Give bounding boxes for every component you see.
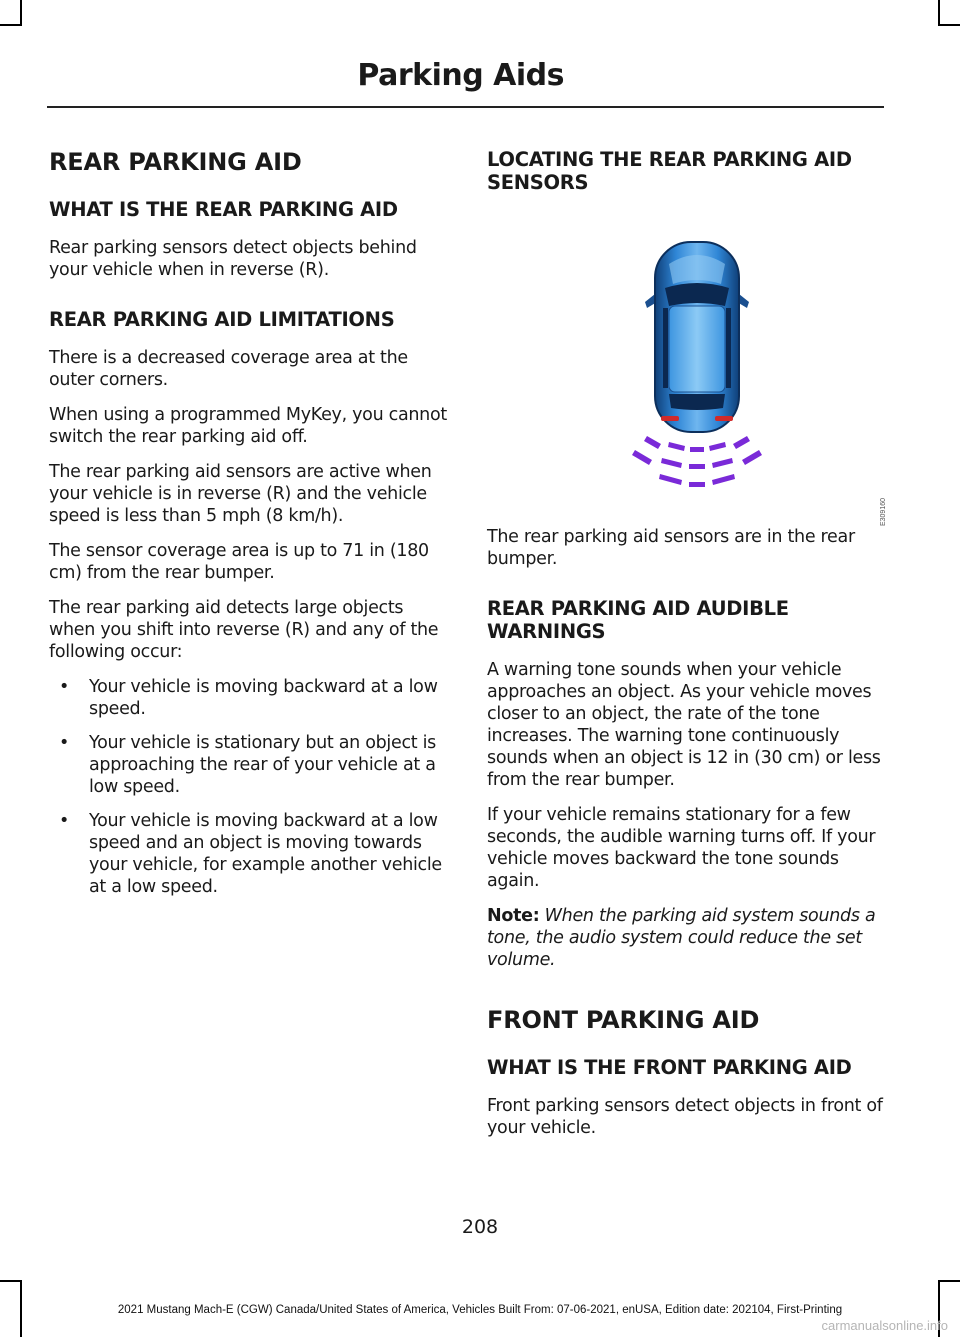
right-column xyxy=(487,148,887,1152)
windshield xyxy=(665,283,729,306)
paragraph-front-what-is: Front parking sensors detect objects in front of your vehicle. xyxy=(487,1096,883,1138)
note-label: Note: xyxy=(487,906,540,926)
roof xyxy=(669,306,725,392)
left-column xyxy=(49,148,449,910)
right-windows xyxy=(726,308,731,388)
left-windows xyxy=(663,308,668,388)
section-heading-rear-parking-aid: REAR PARKING AID xyxy=(49,148,302,176)
subheading-limitations: REAR PARKING AID LIMITATIONS xyxy=(49,308,395,331)
note-text: When the parking aid system sounds a tone, the audio system could reduce the set volume. xyxy=(487,906,876,970)
rear-window xyxy=(669,394,725,410)
sensor-waves xyxy=(632,436,762,487)
paragraph-audible-2: If your vehicle remains stationary for a few seconds, the audible warning turns off. If your vehicle moves backward the tone sounds again. xyxy=(487,805,876,891)
limitations-bullet-list xyxy=(49,676,449,898)
subheading-what-is-rear-parking-aid: WHAT IS THE REAR PARKING AID xyxy=(49,198,398,221)
left-tail-light xyxy=(661,416,679,421)
paragraph-limitation-4: The sensor coverage area is up to 71 in (180 cm) from the rear bumper. xyxy=(49,541,429,583)
crop-mark-top-right-v xyxy=(938,0,940,26)
footer-edition-info: 2021 Mustang Mach-E (CGW) Canada/United States of America, Vehicles Built From: 07-06-2021, enUSA, Edition date: 202104, First-Printing xyxy=(117,1304,843,1316)
note-paragraph xyxy=(487,905,887,971)
subheading-locating-sensors: LOCATING THE REAR PARKING AID SENSORS xyxy=(487,148,852,194)
paragraph-limitation-2: When using a programmed MyKey, you cannot switch the rear parking aid off. xyxy=(49,405,447,447)
page-header-title: Parking Aids xyxy=(357,58,564,93)
crop-mark-top-right-h xyxy=(938,24,960,26)
list-item: • Your vehicle is moving backward at a low speed and an object is moving towards your vehicle, for example another vehicle at a low speed. xyxy=(49,810,449,898)
paragraph-limitation-3: The rear parking aid sensors are active when your vehicle is in reverse (R) and the vehicle speed is less than 5 mph (8 km/h). xyxy=(49,462,432,526)
car-top-view-image xyxy=(487,202,887,527)
list-item: • Your vehicle is stationary but an object is approaching the rear of your vehicle at a low speed. xyxy=(49,732,449,798)
rear-sensor-illustration xyxy=(487,202,887,527)
watermark: carmanualsonline.info xyxy=(821,1318,948,1333)
paragraph-locating: The rear parking aid sensors are in the rear bumper. xyxy=(487,527,855,569)
crop-mark-bottom-right-h xyxy=(938,1280,960,1282)
crop-mark-top-left-v xyxy=(20,0,22,26)
subheading-what-is-front-parking-aid: WHAT IS THE FRONT PARKING AID xyxy=(487,1056,852,1079)
section-heading-front-parking-aid: FRONT PARKING AID xyxy=(487,1006,760,1034)
paragraph-what-is: Rear parking sensors detect objects behind your vehicle when in reverse (R). xyxy=(49,238,417,280)
figure-code: E309160 xyxy=(880,498,887,527)
crop-mark-bottom-left-h xyxy=(0,1280,22,1282)
paragraph-limitation-5: The rear parking aid detects large objects when you shift into reverse (R) and any of the following occur: xyxy=(49,598,439,662)
list-item: • Your vehicle is moving backward at a low speed. xyxy=(49,676,449,720)
right-tail-light xyxy=(715,416,733,421)
crop-mark-top-left-h xyxy=(0,24,22,26)
paragraph-audible-1: A warning tone sounds when your vehicle approaches an object. As your vehicle moves closer to an object, the rate of the tone increases. The warning tone continuously sounds when an object is 12 in (30 cm) or less from the rear bumper. xyxy=(487,660,881,790)
paragraph-limitation-1: There is a decreased coverage area at the outer corners. xyxy=(49,348,408,390)
header-divider xyxy=(47,106,884,108)
subheading-audible-warnings: REAR PARKING AID AUDIBLE WARNINGS xyxy=(487,597,789,643)
page-number: 208 xyxy=(461,1216,499,1238)
